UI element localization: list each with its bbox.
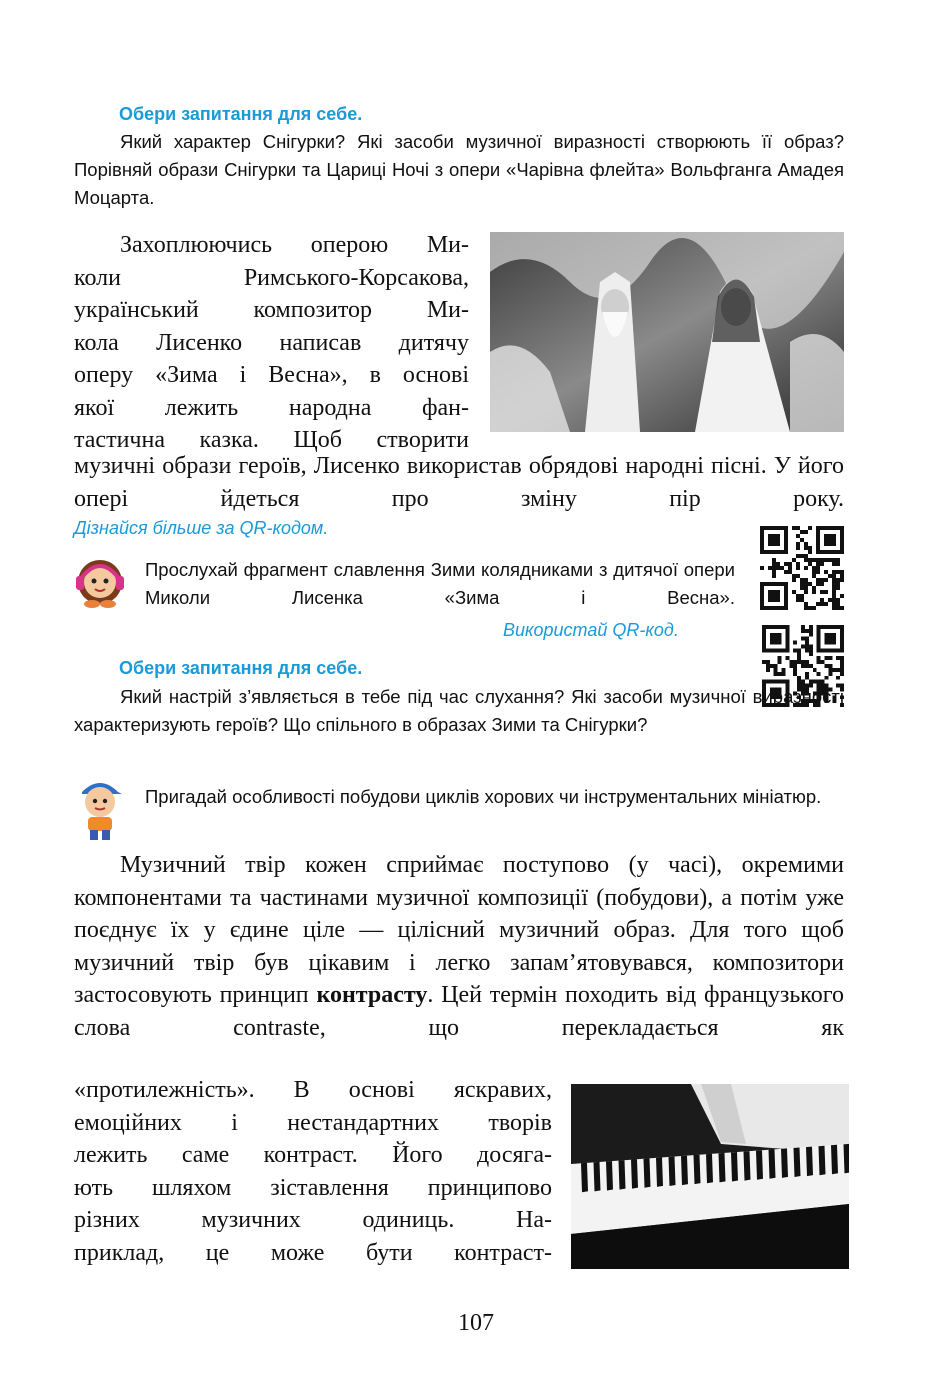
qr-code-1[interactable] [760, 526, 844, 610]
main-paragraph-full-width [74, 849, 844, 1044]
headphones-girl-icon [74, 552, 126, 608]
wrap-line-1: «протилежність». В основі яскравих, [74, 1077, 552, 1103]
main-text-after: . Цей термін походить від французького слова contraste, що перекладається як [74, 982, 844, 1041]
section-text-2 [74, 683, 844, 739]
wrap-line-6: приклад, це може бути контраст- [74, 1239, 552, 1266]
section-heading-1: Обери запитання для себе. [119, 104, 363, 124]
page-number: 107 [458, 1310, 494, 1336]
section-text-1-body: Який характер Снігурки? Які засоби музичної виразності створюють її образ? Порівняй образи Снігурки та Цариці Ночі з опери «Чарівна флейта» Вольфганга Амадея Моцарта. [74, 131, 844, 208]
wrap-line-5: різних музичних одиниць. На- [74, 1207, 552, 1233]
qr-hint: Використай QR-код. [503, 620, 679, 640]
opera-line-3: український композитор Ми- [74, 297, 469, 323]
opera-paragraph [74, 229, 469, 457]
main-text-before: Музичний твір кожен сприймає поступово (у часі), окремими компонентами та частинами музичної композиції (побудови), а потім уже поєднує їх у єдине ціле — цілісний музичний образ. Для того щоб музичний твір був цікавим і легко запам’ятовувався, композитори застосовують принцип [74, 852, 844, 1008]
opera-line-6: якої лежить народна фан- [74, 394, 469, 421]
piano-photo-image [571, 1084, 849, 1269]
qr-code-1-image [760, 526, 844, 610]
opera-line-2: коли Римського-Корсакова, [74, 264, 469, 291]
listen-text: Прослухай фрагмент славлення Зими колядниками з дитячої опери Миколи Лисенка «Зима і Весна». [145, 559, 735, 608]
opera-line-5: оперу «Зима і Весна», в основі [74, 362, 469, 388]
opera-photo-image [490, 232, 844, 432]
opera-line-4: кола Лисенко написав дитячу [74, 329, 469, 356]
main-paragraph [74, 849, 844, 1044]
wrap-line-2: емоційних і нестандартних творів [74, 1109, 552, 1136]
wrap-line-3: лежить саме контраст. Його досяга- [74, 1142, 552, 1168]
opera-line-1: Захоплюючись оперою Ми- [120, 232, 469, 258]
section-text-2-body: Який настрій з’являється в тебе під час слухання? Які засоби музичної виразності характеризують героїв? Що спільного в образах Зими та Снігурки? [74, 686, 844, 735]
section-heading-2: Обери запитання для себе. [119, 658, 363, 678]
section-text-1 [74, 128, 844, 212]
term-contrast: контрасту [316, 982, 428, 1008]
wrap-line-4: ють шляхом зіставлення принципово [74, 1174, 552, 1201]
opera-line-7: тастична казка. Щоб створити [74, 427, 469, 453]
opera-photo [490, 232, 844, 432]
remember-text: Пригадай особливості побудови циклів хорових чи інструментальних мініатюр. [145, 786, 822, 807]
main-paragraph-wrapped [74, 1074, 552, 1269]
piano-photo [571, 1084, 849, 1269]
learn-more-link[interactable]: Дізнайся більше за QR-кодом. [74, 518, 329, 538]
opera-paragraph-rest: музичні образи героїв, Лисенко використав обрядові народні пісні. У його опері йдеться про зміну пір року. [74, 453, 844, 512]
cap-boy-icon [74, 772, 126, 842]
